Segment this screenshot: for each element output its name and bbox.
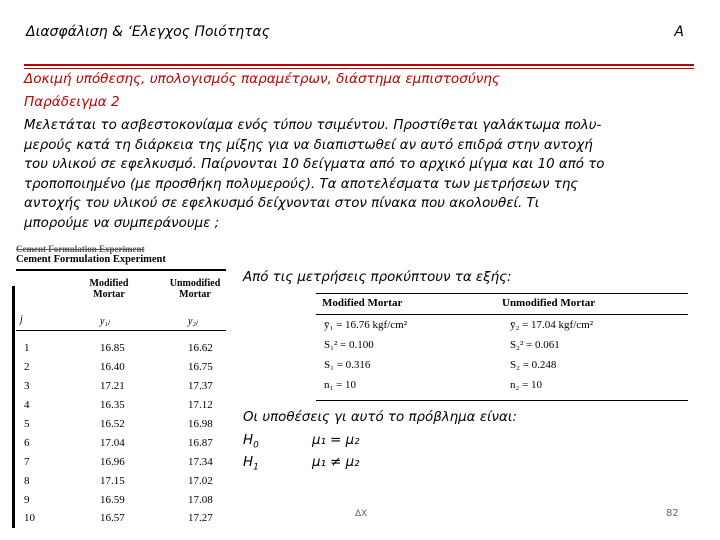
table-row: 1 16.85 16.62	[24, 342, 213, 354]
summary-cell: ȳ₂ = 17.04 kgf/cm²	[510, 319, 593, 331]
summary-cell: ȳ₁ = 16.76 kgf/cm²	[324, 319, 407, 331]
table-row: 7 16.96 17.34	[24, 456, 213, 468]
header-rule-thin	[24, 68, 694, 69]
summary-cell: S₁ = 0.316	[324, 359, 371, 371]
summary-cell: S₂² = 0.061	[510, 339, 560, 351]
h0-expression: μ₁ = μ₂	[312, 433, 360, 448]
footer-initials: ΔΧ	[355, 509, 368, 519]
header-letter: Α	[674, 24, 684, 40]
problem-line: του υλικού σε εφελκυσμό. Παίρνονται 10 δείγματα από το αρχικό μίγμα και 10 από το	[24, 157, 605, 173]
table-caption: Cement Formulation Experiment	[16, 254, 166, 265]
header-rule	[24, 64, 694, 66]
page-number: 82	[666, 508, 679, 519]
hypotheses-lead: Οι υποθέσεις γι αυτό το πρόβλημα είναι:	[243, 410, 517, 425]
table-row: 9 16.59 17.08	[24, 494, 213, 506]
summary-cell: S₂ = 0.248	[510, 359, 557, 371]
problem-line: Μελετάται το ασβεστοκονίαμα ενός τύπου τσιμέντου. Προστίθεται γαλάκτωμα πολυ-	[24, 118, 602, 133]
problem-line: μπορούμε να συμπεράνουμε ;	[24, 215, 220, 231]
problem-statement	[24, 116, 694, 234]
col-symbol-y2: y₂ⱼ	[188, 316, 198, 327]
example-title: Παράδειγμα 2	[24, 94, 120, 110]
header-title: Διασφάλιση & ‘Ελεγχος Ποιότητας	[26, 24, 270, 40]
slide-subtitle: Δοκιμή υπόθεσης, υπολογισμός παραμέτρων, διάστημα εμπιστοσύνης	[24, 71, 500, 87]
table-row: 2 16.40 16.75	[24, 361, 213, 373]
table-row: 5 16.52 16.98	[24, 418, 213, 430]
col-header-modified: Modified Mortar	[89, 278, 129, 300]
summary-mid-rule	[316, 314, 688, 315]
summary-header-modified: Modified Mortar	[322, 297, 403, 309]
h1-expression: μ₁ ≠ μ₂	[312, 455, 360, 470]
table-row: 8 17.15 17.02	[24, 475, 213, 487]
problem-line: αντοχής του υλικού σε εφελκυσμό δείχνονται στον πίνακα που ακολουθεί. Τι	[24, 196, 540, 212]
problem-line: τροποποιημένο (με προσθήκη πολυμερούς). Τα αποτελέσματα των μετρήσεων της	[24, 176, 579, 192]
col-header-j: j	[20, 314, 23, 325]
results-lead: Από τις μετρήσεις προκύπτουν τα εξής:	[243, 270, 512, 285]
table-row: 10 16.57 17.27	[24, 512, 213, 524]
table-row: 4 16.35 17.12	[24, 399, 213, 411]
summary-cell: S₁² = 0.100	[324, 339, 374, 351]
summary-header-unmodified: Unmodified Mortar	[502, 297, 596, 309]
h1-label: $H_1$	[243, 455, 259, 473]
table-caption-faded: Cement Formulation Experiment	[16, 244, 145, 254]
h0-label: $H_0$	[243, 433, 259, 451]
table-row: 6 17.04 16.87	[24, 437, 213, 449]
summary-cell: n₁ = 10	[324, 379, 357, 391]
summary-top-rule	[316, 293, 688, 294]
problem-line: μερούς κατά τη διάρκεια της μίξης για να διαπιστωθεί αν αυτό επιδρά στην αντοχή	[24, 137, 593, 153]
table-left-bar	[12, 286, 15, 528]
summary-cell: n₂ = 10	[510, 379, 543, 391]
summary-bottom-rule	[316, 400, 688, 401]
col-symbol-y1: y₁ⱼ	[100, 316, 110, 327]
col-header-unmodified: Unmodified Mortar	[169, 278, 221, 300]
table-top-rule	[16, 269, 226, 271]
table-row: 3 17.21 17.37	[24, 380, 213, 392]
experiment-data-table	[12, 244, 228, 528]
summary-stats-table	[302, 293, 697, 401]
table-mid-rule	[16, 330, 226, 331]
